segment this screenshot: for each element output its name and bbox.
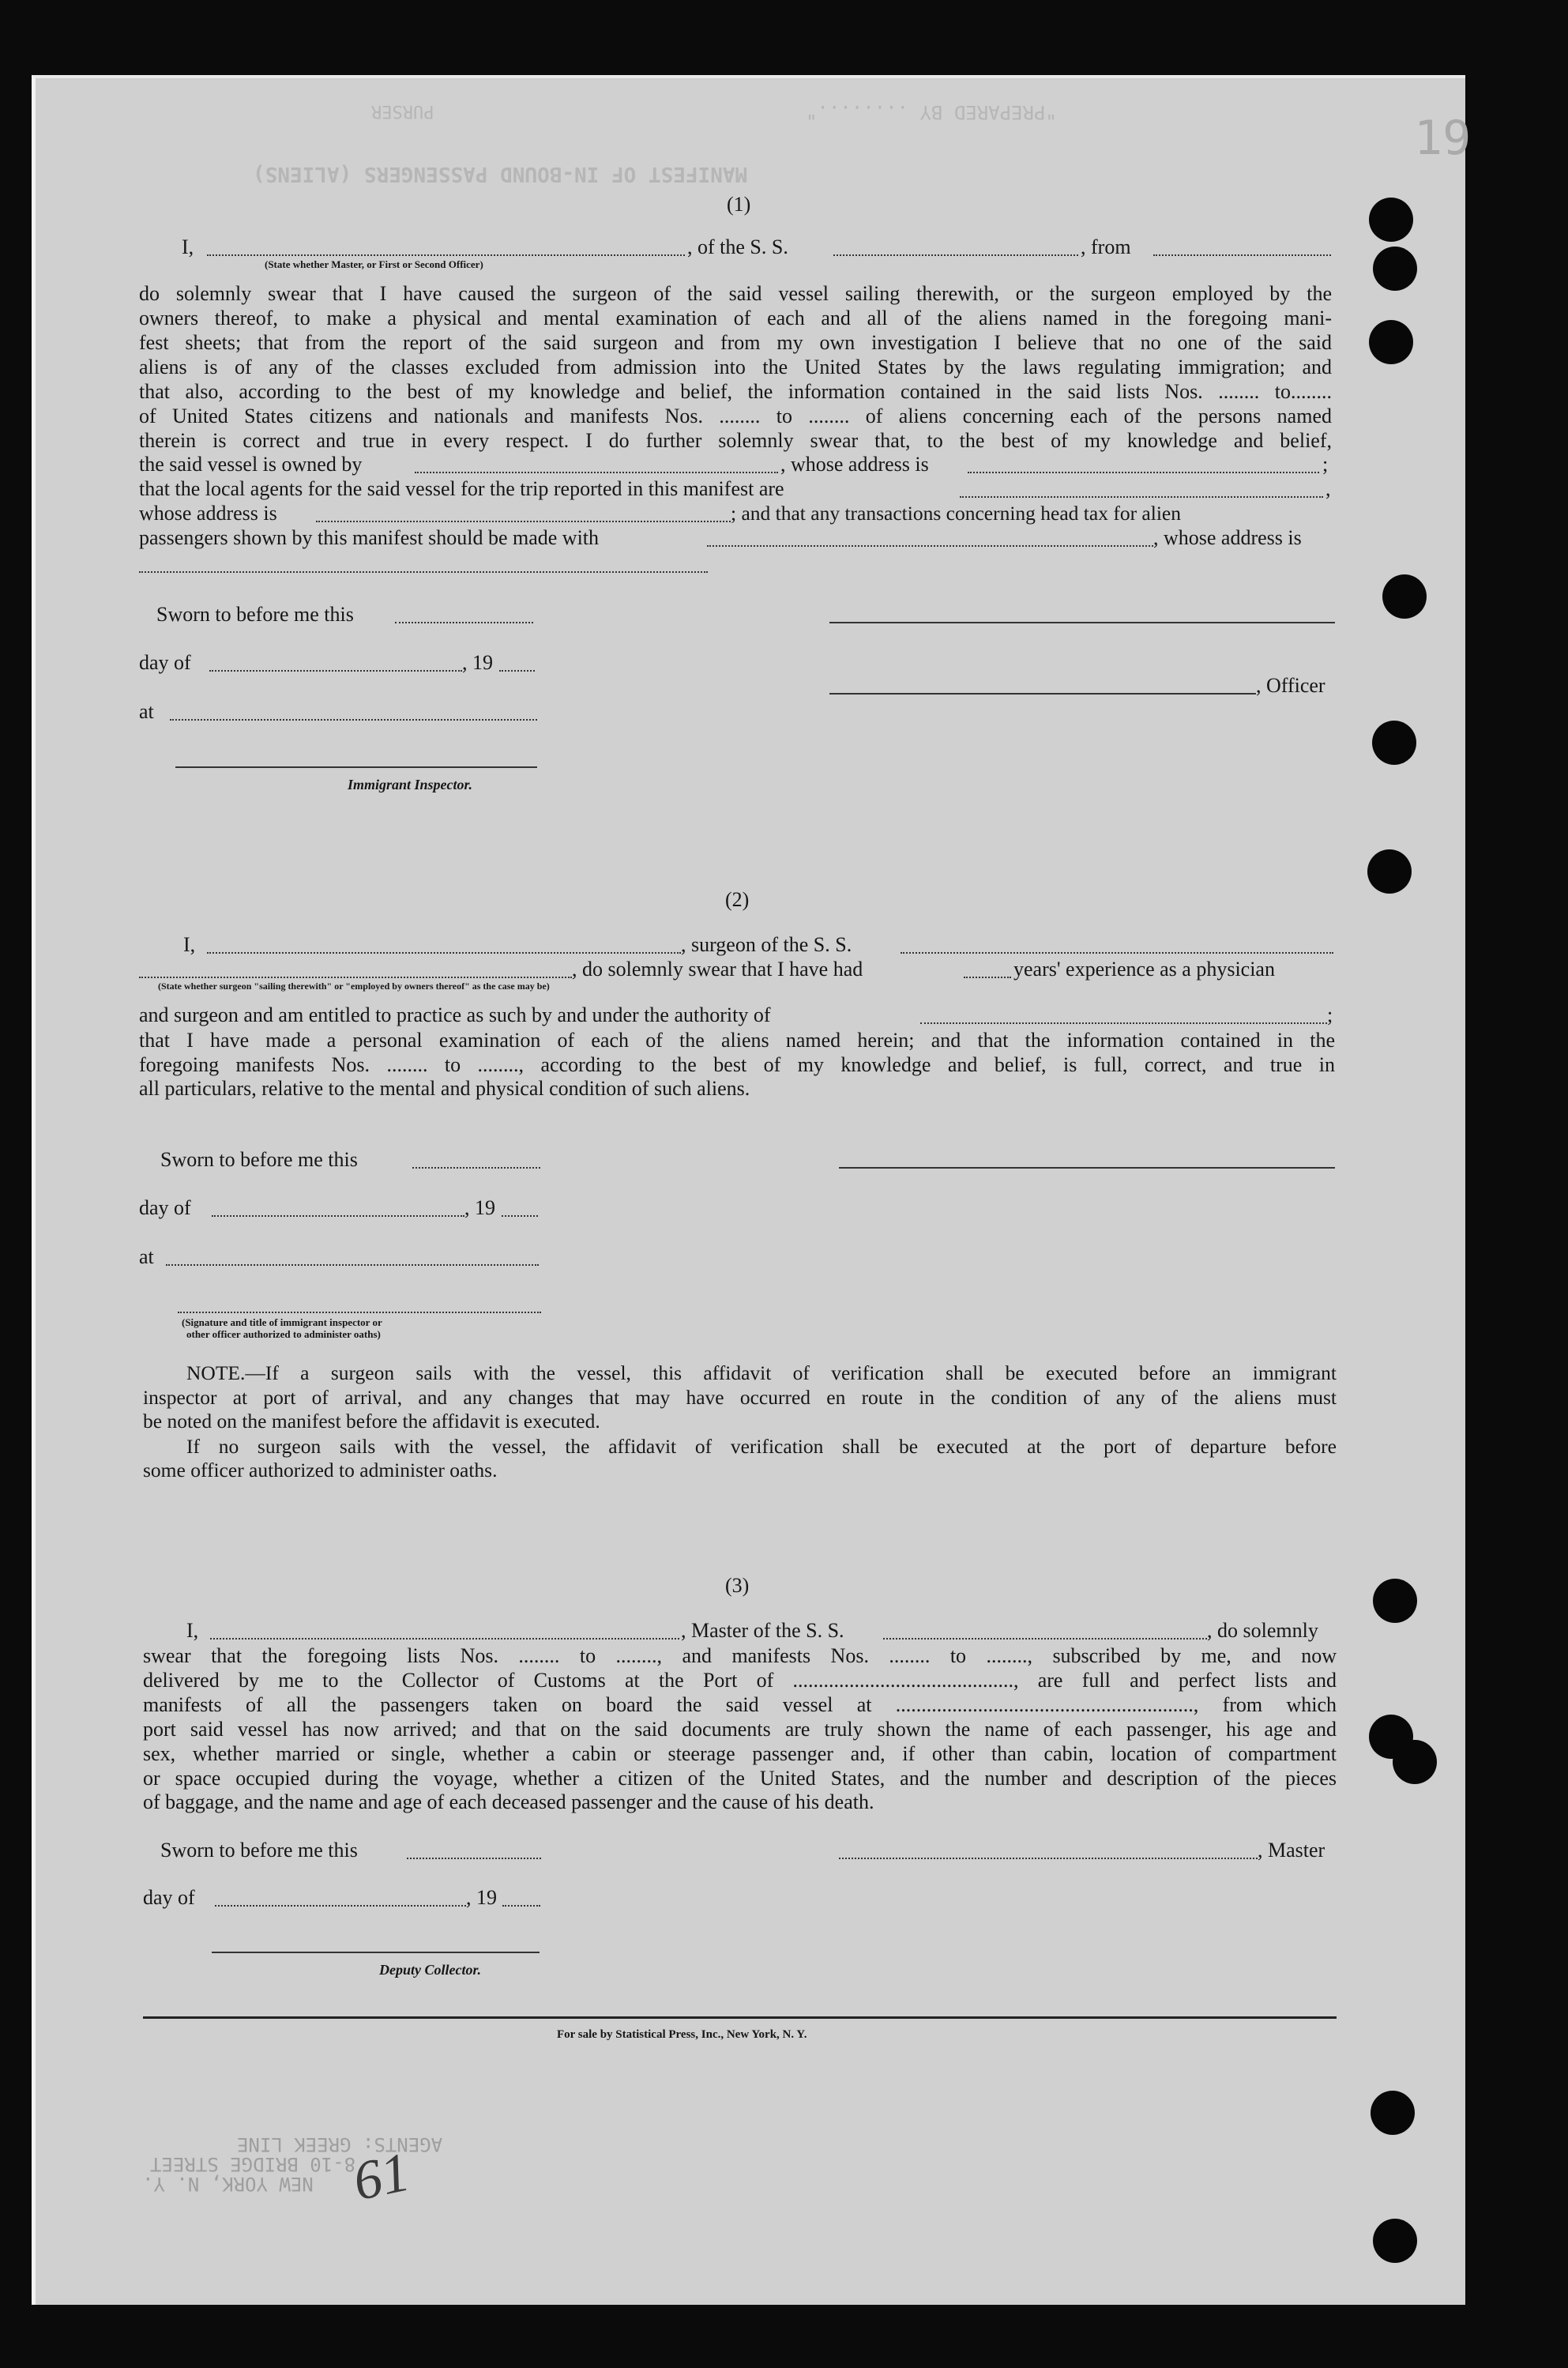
sworn-date-field-1 (395, 622, 533, 623)
sworn-label-1: Sworn to before me this (156, 603, 354, 626)
faint-manifest-title: MANIFEST OF IN-BOUND PASSENGERS (ALIENS) (253, 162, 748, 186)
years-field (964, 977, 1011, 978)
section3-line: swear that the foregoing lists Nos. ........ to ........, and manifests Nos. ........ to ........, subscribed by me, and now (143, 1644, 1337, 1667)
authorized-officer-signature-line (178, 1312, 541, 1313)
section3-last-line: of baggage, and the name and age of each deceased passenger and the cause of his death. (143, 1790, 874, 1813)
owner-field (415, 472, 778, 473)
day-of-label-1: day of (139, 651, 191, 674)
deputy-collector-label: Deputy Collector. (379, 1962, 481, 1978)
section1-i: I, (182, 235, 194, 258)
printer-credit: For sale by Statistical Press, Inc., New York, N. Y. (557, 2028, 807, 2041)
section1-line: do solemnly swear that I have caused the surgeon of the said vessel sailing therewith, or the surgeon employed by the (139, 282, 1332, 305)
note-line: be noted on the manifest before the affidavit is executed. (143, 1410, 600, 1432)
semicolon: ; (1322, 453, 1329, 476)
master-signature-line-1 (829, 622, 1335, 623)
signature-note-2: other officer authorized to administer oaths) (186, 1328, 381, 1340)
year-label-2: , 19 (464, 1196, 495, 1219)
do-solemnly-label: , do solemnly (1207, 1619, 1318, 1642)
binder-hole (1373, 247, 1417, 291)
note2-paragraph (186, 1434, 1337, 1459)
semicolon: ; (1327, 1003, 1333, 1026)
section1-line: of United States citizens and nationals and manifests Nos. ........ to ........ of aliens concerning each of the persons named (139, 405, 1332, 427)
master-signature-field (839, 1858, 1258, 1859)
month-field-3 (215, 1905, 466, 1907)
surgeon-name-field (207, 952, 681, 954)
section1-line: fest sheets; that from the report of the said surgeon and from my own investigation I believe that no one of the said (139, 331, 1332, 354)
section1-line: that also, according to the best of my knowledge and belief, the information contained in the said lists Nos. ........ to........ (139, 380, 1332, 403)
immigrant-inspector-label: Immigrant Inspector. (348, 777, 473, 792)
section3-line: delivered by me to the Collector of Customs at the Port of ..........................................., are full and perfect lists and (143, 1669, 1337, 1692)
section2-line: that I have made a personal examination of each of the aliens named herein; and that the information contained in the (139, 1029, 1335, 1052)
surgeon-type-field (139, 977, 572, 978)
agents-address-field (316, 521, 731, 522)
authority-label: and surgeon and am entitled to practice as such by and under the authority of (139, 1003, 771, 1026)
officer-rank-field (207, 254, 685, 256)
day-of-label-2: day of (139, 1196, 191, 1219)
passengers-label: passengers shown by this manifest should be made with (139, 526, 600, 549)
agents-stamp-line-2: 8-10 BRIDGE STREET (150, 2153, 356, 2175)
surgeon-of-label: , surgeon of the S. S. (681, 933, 852, 956)
faint-page-number: 19 (1414, 111, 1472, 166)
faint-prepared-by: "PREPARED BY ........" (806, 101, 1057, 123)
head-tax-party-field (707, 545, 1153, 547)
note-text: —If a surgeon sails with the vessel, this affidavit of verification shall be executed before an immigrant (245, 1361, 1337, 1384)
master-label: , Master (1258, 1839, 1325, 1862)
note2-line: some officer authorized to administer oaths. (143, 1459, 498, 1481)
section2-line: foregoing manifests Nos. ........ to ........, according to the best of my knowledge and belief, is full, correct, and true in (139, 1053, 1335, 1076)
section2-line: all particulars, relative to the mental and physical condition of such aliens. (139, 1077, 750, 1100)
binder-hole (1393, 1740, 1437, 1784)
local-agents-label: that the local agents for the said vessel for the trip reported in this manifest are (139, 477, 784, 500)
year-label-3: , 19 (466, 1886, 497, 1909)
month-field-2 (212, 1215, 464, 1217)
year-field-2 (502, 1215, 538, 1217)
binder-hole (1373, 1579, 1417, 1623)
section3-number: (3) (725, 1574, 750, 1597)
month-field-1 (209, 670, 462, 672)
binder-hole (1373, 2219, 1417, 2263)
agents-stamp-line-1: AGENTS: GREEK LINE (237, 2133, 443, 2155)
solemnly-swear-label: , do solemnly swear that I have had (572, 958, 863, 981)
whose-address-label: , whose address is (780, 453, 929, 476)
faint-purser: PURSER (371, 101, 434, 121)
head-tax-address-field (139, 571, 708, 573)
sworn-label-3: Sworn to before me this (160, 1839, 358, 1862)
section3-i: I, (186, 1619, 199, 1642)
officer-label: , Officer (1256, 674, 1325, 697)
section3-line: sex, whether married or single, whether a cabin or steerage passenger and, if other than cabin, location of compartment (143, 1742, 1337, 1765)
note2-line: If no surgeon sails with the vessel, the affidavit of verification shall be executed at the port of departure before (186, 1435, 1337, 1458)
officer-signature-line (829, 693, 1256, 695)
year-field-3 (502, 1905, 540, 1907)
surgeon-type-note: (State whether surgeon "sailing therewith" or "employed by owners thereof" as the case may be) (158, 981, 550, 992)
note-line (143, 1361, 1337, 1385)
owner-address-field (968, 472, 1319, 473)
binder-hole (1371, 2091, 1415, 2135)
binder-hole (1372, 721, 1416, 765)
head-tax-label: ; and that any transactions concerning head tax for alien (731, 502, 1181, 525)
whose-address-label-2: whose address is (139, 502, 277, 525)
from-port-field (1153, 254, 1331, 256)
master-of-label: , Master of the S. S. (681, 1619, 844, 1642)
inspector-signature-line (175, 766, 537, 768)
surgeon-ship-field (901, 952, 1333, 954)
master-name-field (210, 1638, 679, 1640)
of-ss-label: , of the S. S. (687, 235, 788, 258)
at-field-2 (166, 1264, 539, 1266)
ship-name-field (833, 254, 1078, 256)
from-label: , from (1081, 235, 1131, 258)
section3-line: port said vessel has now arrived; and that on the said documents are truly shown the name of each passenger, his age and (143, 1718, 1337, 1741)
section3-line: or space occupied during the voyage, whether a citizen of the United States, and the number and description of the pieces (143, 1767, 1337, 1790)
sworn-date-field-3 (407, 1858, 541, 1859)
at-label-1: at (139, 700, 154, 723)
whose-address-label-3: , whose address is (1153, 526, 1302, 549)
agents-stamp-line-3: NEW YORK, N. Y. (142, 2173, 314, 2195)
note-label: NOTE. (186, 1361, 246, 1384)
section2-body (139, 1028, 1335, 1077)
authority-field (920, 1022, 1327, 1024)
section1-line: therein is correct and true in every respect. I do further solemnly swear that, to the best of my knowledge and belief, (139, 429, 1332, 452)
section2-number: (2) (725, 888, 750, 911)
binder-hole (1367, 849, 1412, 894)
note-paragraph (143, 1361, 1337, 1385)
section1-line: aliens is of any of the classes excluded from admission into the United States by the laws regulating immigration; and (139, 356, 1332, 378)
deputy-collector-signature-line (212, 1952, 540, 1953)
section1-number: (1) (727, 193, 751, 216)
experience-label: years' experience as a physician (1013, 958, 1275, 981)
signature-note-1: (Signature and title of immigrant inspector or (182, 1316, 382, 1328)
handwritten-number: 61 (348, 2141, 416, 2213)
section3-body (143, 1643, 1337, 1790)
day-of-label-3: day of (143, 1886, 195, 1909)
section1-body (139, 281, 1332, 453)
section2-i: I, (183, 933, 196, 956)
officer-rank-note: (State whether Master, or First or Second Officer) (265, 258, 483, 270)
binder-hole (1369, 198, 1413, 242)
at-field-1 (170, 719, 537, 721)
sworn-label-2: Sworn to before me this (160, 1148, 358, 1171)
sworn-date-field-2 (412, 1167, 540, 1169)
section3-line: manifests of all the passengers taken on board the said vessel at .........................................................., from which (143, 1693, 1337, 1716)
year-label-1: , 19 (462, 651, 493, 674)
note-line: inspector at port of arrival, and any changes that may have occurred en route in the condition of any of the aliens must (143, 1386, 1337, 1409)
footer-rule (143, 2016, 1337, 2019)
year-field-1 (499, 670, 535, 672)
comma: , (1325, 477, 1331, 500)
agents-field (960, 496, 1323, 498)
surgeon-signature-line (839, 1167, 1335, 1169)
section1-line: owners thereof, to make a physical and mental examination of each and all of the aliens named in the foregoing mani- (139, 307, 1332, 329)
binder-hole (1382, 574, 1427, 619)
note-paragraph-cont (143, 1385, 1337, 1410)
master-ship-field (883, 1638, 1207, 1640)
owned-by-label: the said vessel is owned by (139, 453, 363, 476)
at-label-2: at (139, 1245, 154, 1268)
binder-hole (1369, 320, 1413, 364)
